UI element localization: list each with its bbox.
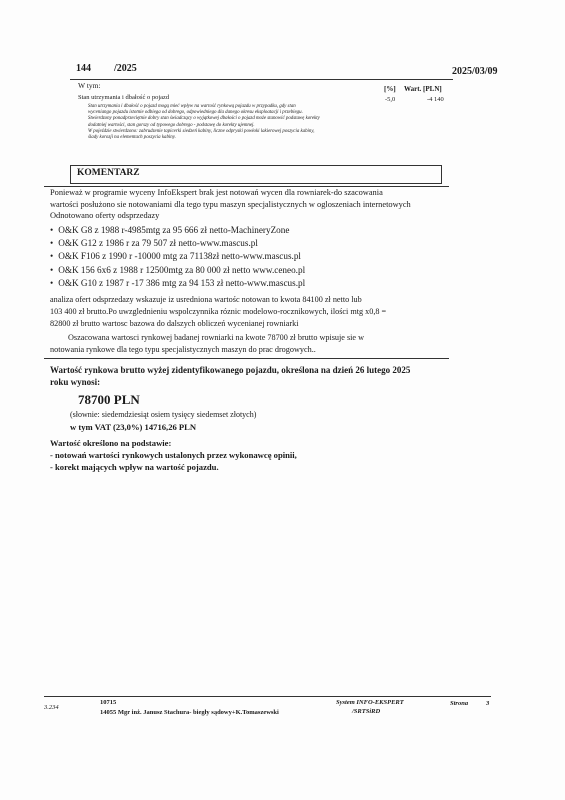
komentarz-title: KOMENTARZ [77, 168, 140, 178]
offer-item: • O&K 156 6x6 z 1988 r 12500mtg za 80 000 zł netto www.ceneo.pl [50, 264, 305, 277]
offer-item: • O&K G12 z 1986 r za 79 507 zł netto-www.mascus.pl [50, 237, 305, 250]
intro-line: wartości posłużono sie notowaniami dla tego typu maszyn specjalistycznych w ogloszeniach internetowych [50, 199, 411, 209]
valuation-statement [50, 365, 410, 388]
note-line: dodatniej wartości, stan gorszy od typowego dobrego - podstawę do korekty ujemnej. [88, 122, 255, 128]
program-version: 3.234 [44, 704, 59, 711]
footer-system: System INFO-EKSPERT [336, 699, 404, 706]
offer-item: • O&K G10 z 1987 r -17 386 mtg za 94 153 zł netto-www.mascus.pl [50, 277, 305, 290]
valuation-line: Wartość rynkowa brutto wyżej zidentyfikowanego pojazdu, określona na dzień 26 lutego 2025 [50, 365, 411, 375]
valuation-basis [50, 437, 297, 473]
analysis-text [50, 294, 386, 329]
footer-expert: 14055 Mgr inż. Janusz Stachura- biegły sądowy+K.Tomaszewski [100, 709, 279, 716]
footer-code: 10715 [100, 699, 117, 706]
analysis-line: 82800 zł brutto wartosc bazowa do dalszych obliczeń wycenianej rowniarki [50, 318, 299, 328]
valuation-line: roku wynosi: [50, 376, 101, 387]
footer-page-label: Strona [450, 700, 469, 707]
analysis-line: 103 400 zł brutto.Po uwzglednieniu wspolczynnika róznic modelowo-rocznikowych, ilości mtg x0,8 = [50, 306, 387, 316]
condition-pct: -5,0 [385, 96, 396, 103]
footer-rule [44, 696, 491, 697]
valuation-words: (słownie: siedemdziesiąt osiem tysięcy siedemset złotych) [70, 410, 257, 419]
condition-label: Stan utrzymania i dbałość o pojazd [78, 94, 170, 101]
offer-item: • O&K G8 z 1988 r-4985mtg za 95 666 zł netto-MachineryZone [50, 224, 305, 237]
page-number: 144 [76, 63, 91, 74]
intro-line: Ponieważ w programie wyceny InfoEkspert brak jest notowań wycen dla rowniarek-do szacowania [50, 188, 383, 197]
note-line: W pojeździe stwierdzono: zabrudzenie tapicerki siedzeń kabiny, liczne odpryski powłoki lakierowej poszycia kabiny, [88, 128, 315, 134]
basis-item: - korekt mających wpływ na wartość pojazdu. [50, 462, 219, 472]
year-suffix: /2025 [114, 63, 137, 74]
note-line: Stan utrzymania i dbałość o pojazd mogą mieć wpływ na wartość rynkową pojazdu w przypadku, gdy stan [88, 104, 296, 109]
conclusion-rule [44, 358, 449, 359]
basis-item: - notowań wartości rynkowych ustalonych przez wykonawcę opinii, [50, 450, 297, 460]
conclusion-line: Oszacowana wartosci rynkowej badanej rowniarki na kwote 78700 zł brutto wpisuje sie w [68, 333, 365, 342]
analysis-line: analiza ofert odsprzedazy wskazuje iz usrednionа wartośc notowan to kwota 84100 zł netto lub [50, 295, 362, 304]
condition-notes [88, 104, 320, 141]
condition-value: -4 140 [427, 96, 444, 103]
conclusion-text [50, 332, 364, 356]
note-line: wyceniango pojazdu istotnie odbiega od dobrego, odpowiedniego dla danego okresu eksploatacji i przebiegu. [88, 110, 303, 116]
header-rule [70, 79, 453, 80]
wtym-title: W tym: [78, 81, 101, 90]
footer-system-code: /SRTSiRD [352, 708, 381, 715]
footer-page-number: 3 [486, 700, 490, 707]
basis-title: Wartość określono na podstawie: [50, 438, 172, 448]
offer-item: • O&K F106 z 1990 r -10000 mtg za 71138zł netto-www.mascus.pl [50, 250, 305, 263]
intro-line: Odnotowano oferty odsprzedazy [50, 211, 160, 220]
komentarz-intro [50, 187, 411, 222]
valuation-amount: 78700 PLN [78, 392, 140, 407]
col-value-header: Wart. [PLN] [404, 85, 442, 93]
offers-list [50, 224, 305, 290]
conclusion-line: notowania rynkowe dla tego typu specjalistycznych maszyn do prac drogowych.. [50, 344, 316, 354]
note-line: ślady korozji na elementach poszycia kabiny. [88, 135, 176, 141]
note-line: Stwierdzony ponadprzeciętnie dobry stan świadczący o wyjątkowej dbałości o pojazd może stanowić podstawę korekty [88, 116, 320, 122]
valuation-vat: w tym VAT (23,0%) 14716,26 PLN [70, 422, 197, 432]
document-date: 2025/03/09 [452, 66, 498, 77]
col-pct-header: [%] [384, 85, 396, 93]
